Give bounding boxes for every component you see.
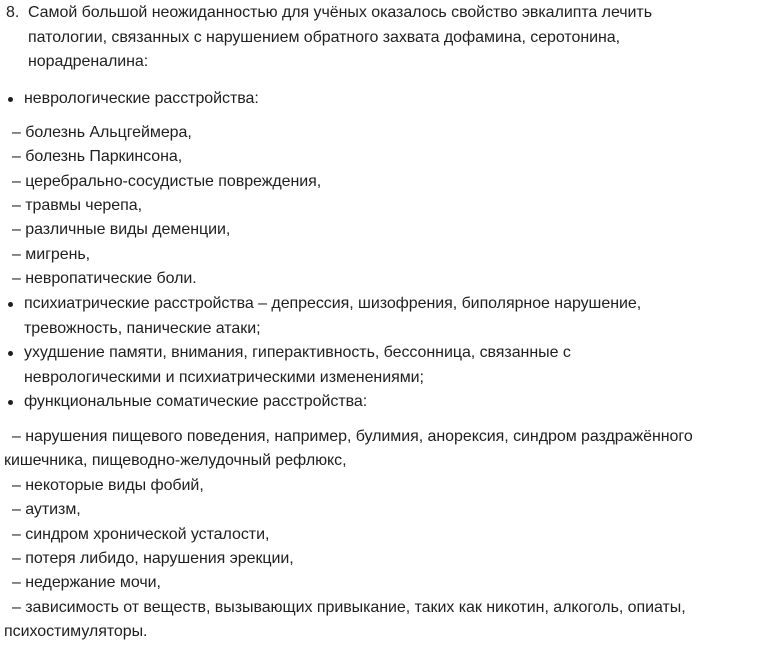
neuro-item: – церебрально-сосудистые повреждения, (12, 173, 322, 190)
bullet-dot-icon (8, 351, 13, 356)
somatic-item: – аутизм, (12, 501, 81, 518)
neuro-item: – мигрень, (12, 246, 91, 263)
somatic-last-line-2: психостимуляторы. (4, 623, 148, 640)
memory-line-1: ухудшение памяти, внимания, гиперактивность, бессонница, связанные с (24, 344, 571, 361)
psych-line-2: тревожность, панические атаки; (24, 320, 261, 337)
somatic-last-line-1: – зависимость от веществ, вызывающих привыкание, таких как никотин, алкоголь, опиаты, (12, 599, 686, 616)
bullet-dot-icon (8, 400, 13, 405)
somatic-item: – некоторые виды фобий, (12, 477, 204, 494)
psych-line-1: психиатрические расстройства – депрессия, шизофрения, биполярное нарушение, (24, 295, 642, 312)
neuro-item: – болезнь Альцгеймера, (12, 124, 192, 141)
somatic-item: – синдром хронической усталости, (12, 526, 270, 543)
bullet-dot-icon (8, 302, 13, 307)
somatic-item: – потеря либидо, нарушения эрекции, (12, 550, 294, 567)
neuro-item: – болезнь Паркинсона, (12, 148, 183, 165)
somatic-item-1-line-2: кишечника, пищеводно-желудочный рефлюкс, (4, 452, 347, 469)
intro-number: 8. (6, 4, 20, 21)
neuro-item: – различные виды деменции, (12, 221, 231, 238)
bullet-dot-icon (8, 97, 13, 102)
neuro-title: неврологические расстройства: (24, 90, 259, 107)
somatic-title: функциональные соматические расстройства: (24, 393, 368, 410)
intro-line-2: патологии, связанных с нарушением обратного захвата дофамина, серотонина, (28, 29, 621, 46)
neuro-item: – невропатические боли. (12, 270, 197, 287)
neuro-item: – травмы черепа, (12, 197, 142, 214)
somatic-item-1-line-1: – нарушения пищевого поведения, например, булимия, анорексия, синдром раздражённого (12, 428, 693, 445)
somatic-item: – недержание мочи, (12, 574, 161, 591)
memory-line-2: неврологическими и психиатрическими изменениями; (24, 369, 424, 386)
intro-line-1: Самой большой неожиданностью для учёных оказалось свойство эвкалипта лечить (28, 4, 653, 21)
intro-line-3: норадреналина: (28, 53, 149, 70)
